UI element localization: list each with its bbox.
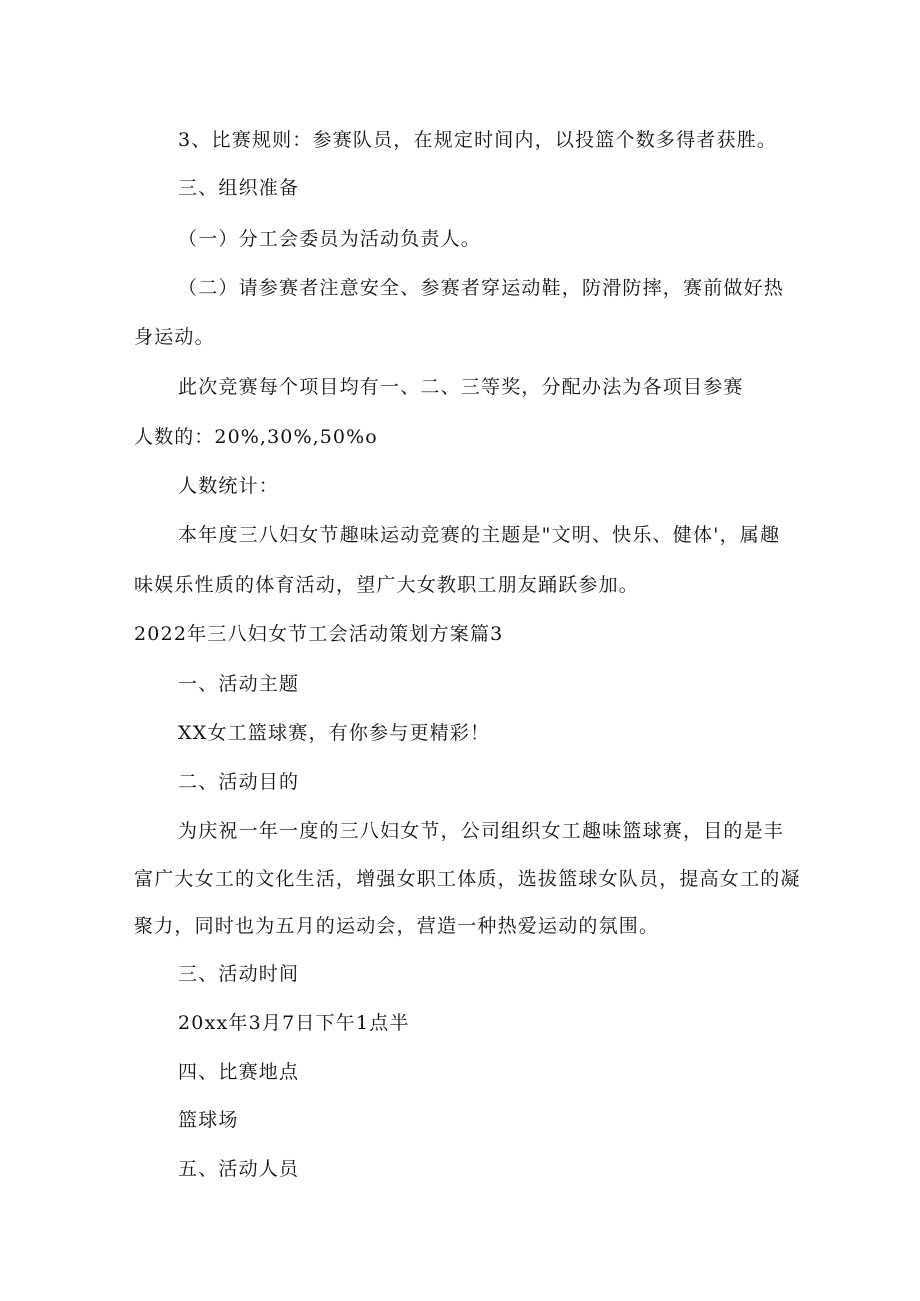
- section-heading: 四、比赛地点: [178, 1061, 300, 1083]
- text-line: 富广大女工的文化生活，增强女职工体质，选拔篮球女队员，提高女工的凝: [134, 868, 801, 890]
- text-line: 身运动。: [134, 326, 215, 348]
- text-line: XX女工篮球赛，有你参与更精彩！: [178, 722, 491, 744]
- section-heading: 五、活动人员: [178, 1158, 300, 1180]
- text-line: 为庆祝一年一度的三八妇女节，公司组织女工趣味篮球赛，目的是丰: [178, 820, 785, 842]
- text-line: 此次竞赛每个项目均有一、二、三等奖，分配办法为各项目参赛: [178, 376, 744, 398]
- text-line: 篮球场: [178, 1109, 239, 1131]
- text-line: 20xx年3月7日下午1点半: [178, 1012, 410, 1034]
- text-line: 聚力，同时也为五月的运动会，营造一种热爱运动的氛围。: [134, 915, 660, 937]
- section-heading: 三、活动时间: [178, 963, 300, 985]
- text-line: （一）分工会委员为活动负责人。: [178, 228, 482, 250]
- section-heading: 二、活动目的: [178, 771, 300, 793]
- text-line: 味娱乐性质的体育活动，望广大女教职工朋友踊跃参加。: [134, 574, 640, 596]
- section-heading: 三、组织准备: [178, 177, 300, 199]
- text-line: （二）请参赛者注意安全、参赛者穿运动鞋，防滑防摔，赛前做好热: [178, 277, 785, 299]
- section-heading: 一、活动主题: [178, 673, 300, 695]
- text-line: 3、比赛规则：参赛队员，在规定时间内，以投篮个数多得者获胜。: [178, 129, 778, 151]
- text-line: 本年度三八妇女节趣味运动竞赛的主题是"文明、快乐、健体'，属趣: [178, 524, 781, 546]
- text-line: 人数统计：: [178, 475, 280, 497]
- article-title: 2022年三八妇女节工会活动策划方案篇3: [134, 623, 504, 645]
- text-line: 人数的：20%,30%,50%o: [134, 426, 378, 448]
